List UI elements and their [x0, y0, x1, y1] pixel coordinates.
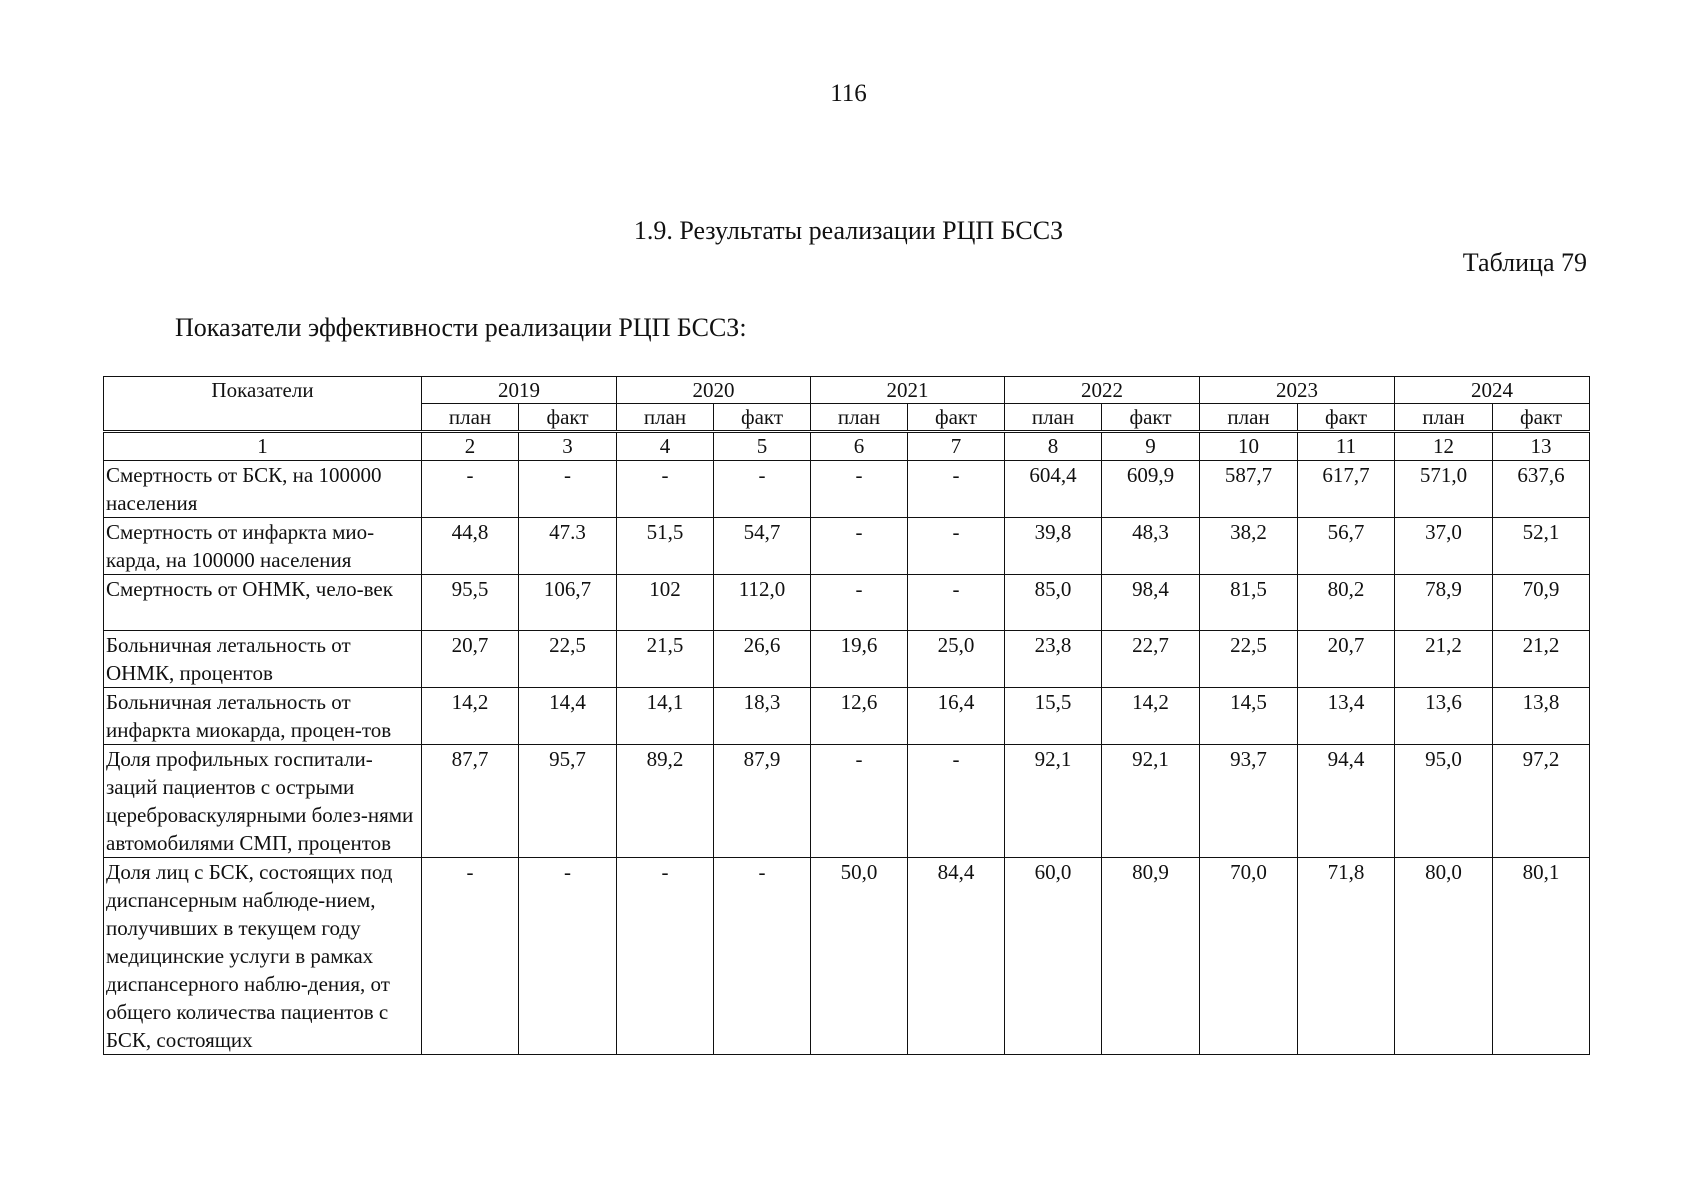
fact-value-cell: -: [714, 461, 811, 518]
column-number: 12: [1395, 432, 1493, 461]
fact-value-cell: -: [908, 575, 1005, 631]
column-number: 11: [1298, 432, 1395, 461]
plan-value-cell: 13,6: [1395, 688, 1493, 745]
column-number: 5: [714, 432, 811, 461]
plan-value-cell: -: [811, 745, 908, 858]
plan-header: план: [1200, 404, 1298, 432]
fact-value-cell: 18,3: [714, 688, 811, 745]
plan-value-cell: 80,0: [1395, 858, 1493, 1055]
fact-value-cell: 13,4: [1298, 688, 1395, 745]
fact-header: факт: [714, 404, 811, 432]
column-number: 8: [1005, 432, 1102, 461]
column-number: 4: [617, 432, 714, 461]
fact-value-cell: 25,0: [908, 631, 1005, 688]
plan-header: план: [1395, 404, 1493, 432]
fact-value-cell: -: [908, 461, 1005, 518]
fact-value-cell: -: [519, 858, 617, 1055]
plan-header: план: [1005, 404, 1102, 432]
fact-value-cell: 54,7: [714, 518, 811, 575]
fact-value-cell: 94,4: [1298, 745, 1395, 858]
plan-value-cell: 93,7: [1200, 745, 1298, 858]
fact-value-cell: 617,7: [1298, 461, 1395, 518]
indicator-cell: Смертность от ОНМК, чело-век: [104, 575, 422, 631]
table-row: [104, 461, 1590, 518]
plan-value-cell: -: [617, 461, 714, 518]
plan-value-cell: 15,5: [1005, 688, 1102, 745]
indicator-cell: Доля профильных госпитали-заций пациентов с острыми цереброваскулярными болез-нями автомобилями СМП, процентов: [104, 745, 422, 858]
indicator-cell: Доля лиц с БСК, состоящих под диспансерным наблюде-нием, получивших в текущем году медицинские услуги в рамках диспансерного наблю-дения, от общего количества пациентов с БСК, состоящих: [104, 858, 422, 1055]
fact-value-cell: 98,4: [1102, 575, 1200, 631]
fact-header: факт: [1493, 404, 1590, 432]
fact-value-cell: 16,4: [908, 688, 1005, 745]
fact-value-cell: 80,2: [1298, 575, 1395, 631]
table-row: [104, 518, 1590, 575]
indicator-header: Показатели: [104, 377, 422, 432]
indicator-cell: Смертность от БСК, на 100000 населения: [104, 461, 422, 518]
intro-text: Показатели эффективности реализации РЦП БССЗ:: [175, 313, 747, 342]
fact-value-cell: 56,7: [1298, 518, 1395, 575]
fact-header: факт: [519, 404, 617, 432]
fact-header: факт: [908, 404, 1005, 432]
plan-value-cell: 44,8: [422, 518, 519, 575]
plan-value-cell: 85,0: [1005, 575, 1102, 631]
fact-value-cell: 22,7: [1102, 631, 1200, 688]
column-number: 1: [104, 432, 422, 461]
plan-value-cell: -: [422, 461, 519, 518]
indicator-cell: Больничная летальность от ОНМК, процентов: [104, 631, 422, 688]
fact-value-cell: 52,1: [1493, 518, 1590, 575]
plan-value-cell: 23,8: [1005, 631, 1102, 688]
fact-value-cell: 84,4: [908, 858, 1005, 1055]
column-number: 9: [1102, 432, 1200, 461]
plan-value-cell: 92,1: [1005, 745, 1102, 858]
fact-value-cell: 92,1: [1102, 745, 1200, 858]
plan-value-cell: 95,0: [1395, 745, 1493, 858]
plan-header: план: [422, 404, 519, 432]
plan-value-cell: 20,7: [422, 631, 519, 688]
fact-value-cell: -: [714, 858, 811, 1055]
plan-value-cell: 70,0: [1200, 858, 1298, 1055]
plan-value-cell: 89,2: [617, 745, 714, 858]
section-title: 1.9. Результаты реализации РЦП БССЗ: [633, 216, 1064, 245]
table-label: Таблица 79: [1462, 248, 1587, 277]
plan-value-cell: 95,5: [422, 575, 519, 631]
column-number-row: [104, 432, 1590, 461]
plan-value-cell: 21,2: [1395, 631, 1493, 688]
plan-header: план: [617, 404, 714, 432]
fact-value-cell: 80,1: [1493, 858, 1590, 1055]
column-number: 3: [519, 432, 617, 461]
fact-value-cell: 637,6: [1493, 461, 1590, 518]
indicator-cell: Смертность от инфаркта мио-карда, на 100000 населения: [104, 518, 422, 575]
fact-value-cell: -: [908, 745, 1005, 858]
table-body: [104, 432, 1590, 1055]
plan-value-cell: 51,5: [617, 518, 714, 575]
year-header: 2019: [422, 377, 617, 404]
plan-value-cell: 19,6: [811, 631, 908, 688]
fact-value-cell: 609,9: [1102, 461, 1200, 518]
column-number: 6: [811, 432, 908, 461]
fact-value-cell: 20,7: [1298, 631, 1395, 688]
fact-value-cell: 22,5: [519, 631, 617, 688]
fact-value-cell: 14,2: [1102, 688, 1200, 745]
plan-value-cell: 38,2: [1200, 518, 1298, 575]
fact-header: факт: [1298, 404, 1395, 432]
plan-value-cell: 39,8: [1005, 518, 1102, 575]
fact-value-cell: -: [908, 518, 1005, 575]
year-header: 2024: [1395, 377, 1590, 404]
plan-value-cell: 14,2: [422, 688, 519, 745]
table-row: [104, 575, 1590, 631]
fact-value-cell: 71,8: [1298, 858, 1395, 1055]
fact-value-cell: 14,4: [519, 688, 617, 745]
fact-value-cell: 48,3: [1102, 518, 1200, 575]
table-row: [104, 631, 1590, 688]
fact-value-cell: 47.3: [519, 518, 617, 575]
header-row-years: [104, 377, 1590, 404]
fact-value-cell: 97,2: [1493, 745, 1590, 858]
plan-value-cell: -: [811, 575, 908, 631]
plan-value-cell: 22,5: [1200, 631, 1298, 688]
plan-value-cell: 102: [617, 575, 714, 631]
year-header: 2021: [811, 377, 1005, 404]
fact-value-cell: 80,9: [1102, 858, 1200, 1055]
table-row: [104, 688, 1590, 745]
year-header: 2023: [1200, 377, 1395, 404]
plan-value-cell: 14,1: [617, 688, 714, 745]
plan-value-cell: 12,6: [811, 688, 908, 745]
plan-value-cell: 571,0: [1395, 461, 1493, 518]
plan-value-cell: 87,7: [422, 745, 519, 858]
plan-value-cell: -: [811, 518, 908, 575]
plan-value-cell: -: [617, 858, 714, 1055]
plan-value-cell: 21,5: [617, 631, 714, 688]
plan-value-cell: 37,0: [1395, 518, 1493, 575]
table-row: [104, 858, 1590, 1055]
results-table: [103, 376, 1590, 1055]
plan-value-cell: 604,4: [1005, 461, 1102, 518]
table-row: [104, 745, 1590, 858]
column-number: 2: [422, 432, 519, 461]
indicator-cell: Больничная летальность от инфаркта миокарда, процен-тов: [104, 688, 422, 745]
column-number: 13: [1493, 432, 1590, 461]
fact-header: факт: [1102, 404, 1200, 432]
column-number: 7: [908, 432, 1005, 461]
fact-value-cell: 70,9: [1493, 575, 1590, 631]
fact-value-cell: -: [519, 461, 617, 518]
plan-value-cell: 81,5: [1200, 575, 1298, 631]
year-header: 2022: [1005, 377, 1200, 404]
plan-value-cell: 587,7: [1200, 461, 1298, 518]
fact-value-cell: 106,7: [519, 575, 617, 631]
fact-value-cell: 13,8: [1493, 688, 1590, 745]
plan-value-cell: 50,0: [811, 858, 908, 1055]
fact-value-cell: 21,2: [1493, 631, 1590, 688]
plan-value-cell: -: [422, 858, 519, 1055]
plan-value-cell: 14,5: [1200, 688, 1298, 745]
fact-value-cell: 87,9: [714, 745, 811, 858]
plan-value-cell: -: [811, 461, 908, 518]
plan-value-cell: 60,0: [1005, 858, 1102, 1055]
year-header: 2020: [617, 377, 811, 404]
fact-value-cell: 112,0: [714, 575, 811, 631]
column-number: 10: [1200, 432, 1298, 461]
fact-value-cell: 95,7: [519, 745, 617, 858]
plan-header: план: [811, 404, 908, 432]
fact-value-cell: 26,6: [714, 631, 811, 688]
plan-value-cell: 78,9: [1395, 575, 1493, 631]
page-number: 116: [830, 80, 867, 107]
